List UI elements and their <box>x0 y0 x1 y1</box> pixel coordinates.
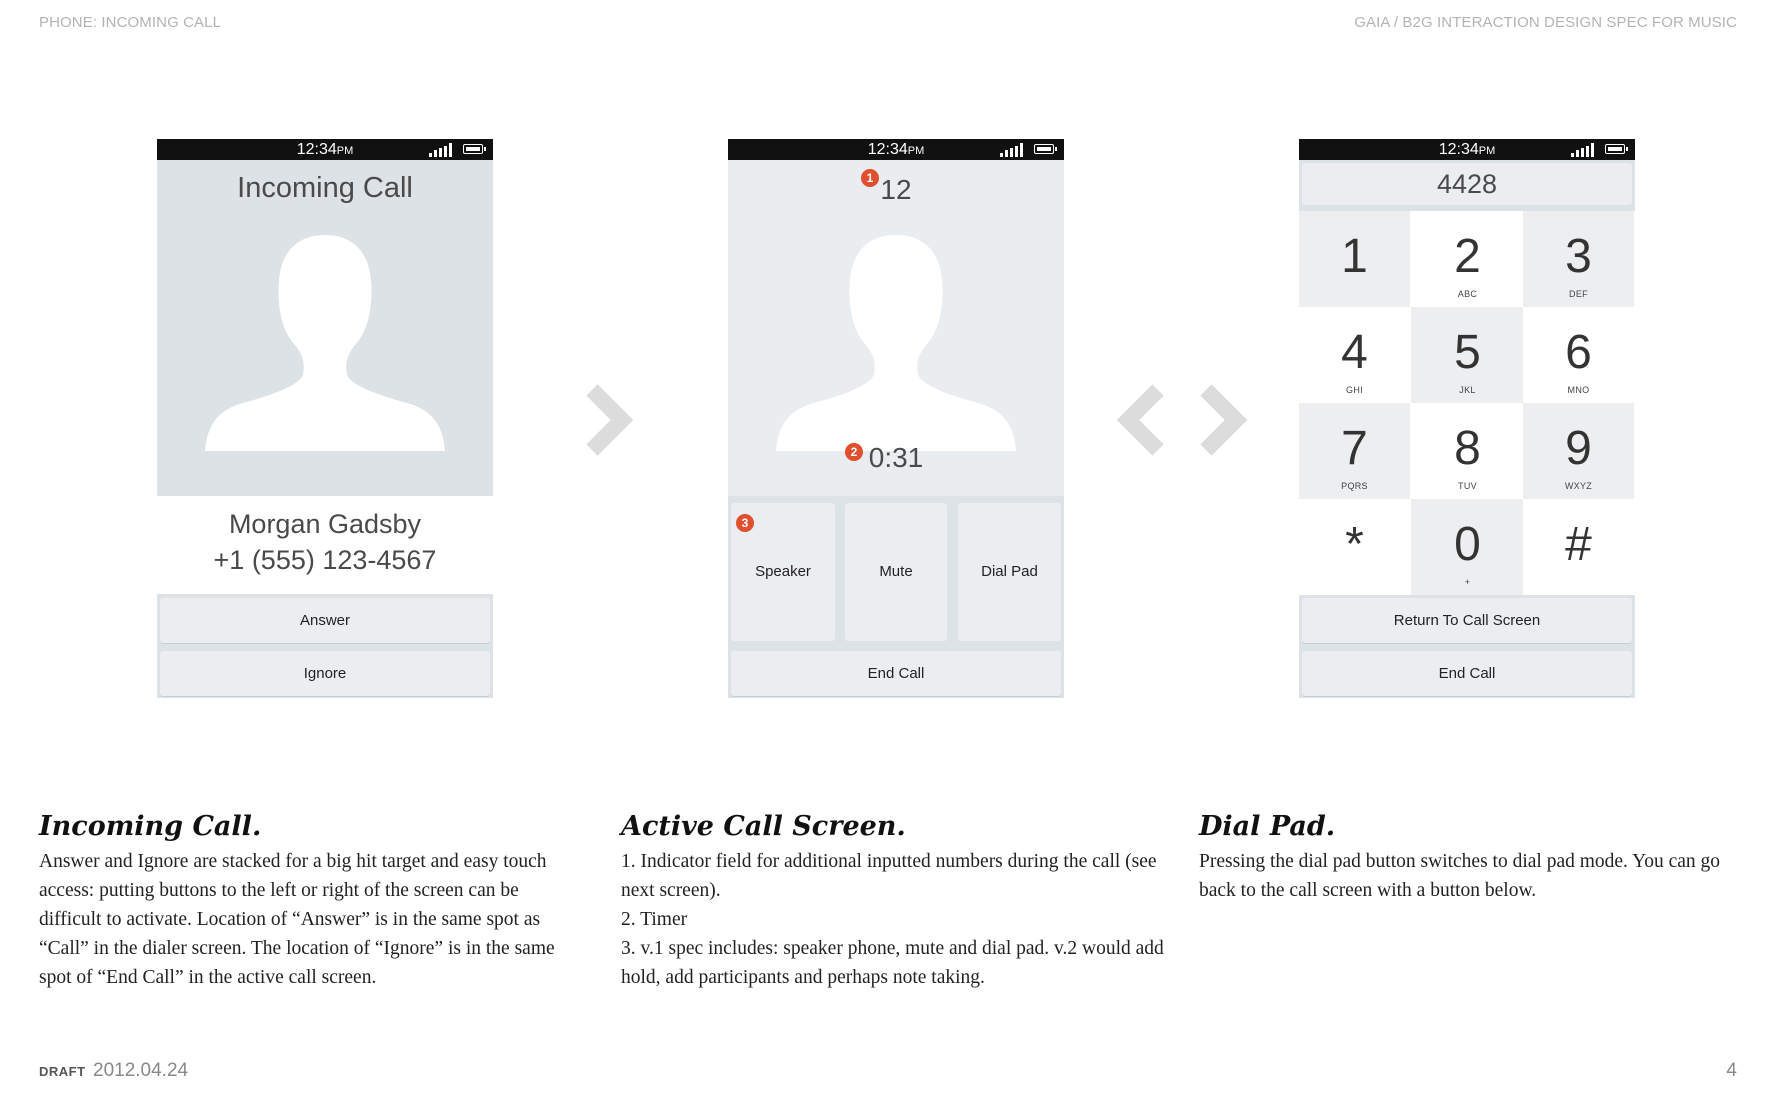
status-bar <box>157 139 493 160</box>
dial-key-digit: * <box>1345 518 1364 571</box>
mute-button[interactable]: Mute <box>845 503 947 641</box>
dial-key[interactable] <box>1523 499 1634 595</box>
dial-key-letters: TUV <box>1458 481 1477 491</box>
annotation-badge-3: 3 <box>736 514 754 532</box>
status-bar <box>1299 139 1635 160</box>
call-photo-area <box>728 160 1064 496</box>
signal-icon <box>1000 143 1026 157</box>
chevron-left-icon <box>1114 384 1166 456</box>
signal-icon <box>429 143 455 157</box>
battery-icon <box>463 144 483 154</box>
dial-pad-phone <box>1299 139 1635 698</box>
dial-key-digit: 1 <box>1341 230 1368 283</box>
dial-key[interactable] <box>1523 211 1634 307</box>
caption-paragraph: 3. v.1 spec includes: speaker phone, mute and dial pad. v.2 would add hold, add participants and perhaps note taking. <box>621 938 1164 988</box>
dial-key-digit: 6 <box>1565 326 1592 379</box>
dial-key[interactable] <box>1299 403 1410 499</box>
status-time-suffix: PM <box>1478 145 1496 157</box>
chevron-right-icon <box>584 384 636 456</box>
caller-photo-area <box>157 160 493 496</box>
dial-key-digit: 9 <box>1565 422 1592 475</box>
caption-paragraph: 2. Timer <box>621 909 688 930</box>
caption-paragraph: Answer and Ignore are stacked for a big hit target and easy touch access: putting buttons to the left or right of the screen can be difficult to activate. Location of “Answer” is in the same spot as “Call” in the dialer screen. The location of “Ignore” is in the same spot of “End Call” in the active call screen. <box>39 851 555 988</box>
incoming-call-phone <box>157 139 493 698</box>
status-time-suffix: PM <box>907 145 925 157</box>
dial-key-digit: 3 <box>1565 230 1592 283</box>
caller-number: +1 (555) 123-4567 <box>213 545 437 575</box>
dial-key-letters: PQRS <box>1341 481 1368 491</box>
dial-key-digit: 0 <box>1454 518 1481 571</box>
dial-key[interactable] <box>1523 403 1634 499</box>
status-time: 12:34 <box>1438 141 1479 158</box>
incoming-call-title: Incoming Call <box>237 172 413 204</box>
battery-icon <box>1605 144 1625 154</box>
dial-key-letters: + <box>1464 577 1471 587</box>
signal-icon <box>1571 143 1597 157</box>
dial-key-digit: 5 <box>1454 326 1481 379</box>
speaker-button[interactable]: Speaker <box>731 503 835 641</box>
dial-pad-button[interactable]: Dial Pad <box>958 503 1061 641</box>
dial-key-letters: DEF <box>1569 289 1588 299</box>
caption-body-dialpad <box>1199 847 1759 905</box>
caption-paragraph: Pressing the dial pad button switches to dial pad mode. You can go back to the call screen with a button below. <box>1199 851 1721 901</box>
active-call-phone <box>728 139 1064 698</box>
annotation-badge-2: 2 <box>845 443 863 461</box>
caption-title-active: Active Call Screen. <box>621 811 906 842</box>
answer-button[interactable]: Answer <box>160 598 490 643</box>
dial-key[interactable] <box>1411 403 1524 499</box>
dial-key-digit: 2 <box>1454 230 1481 283</box>
keypad <box>1299 211 1635 595</box>
footer-draft-date <box>39 1060 188 1082</box>
document-title: GAIA / B2G INTERACTION DESIGN SPEC FOR MUSIC <box>1354 14 1737 31</box>
annotation-badge-1: 1 <box>861 169 879 187</box>
dial-key[interactable] <box>1411 499 1524 595</box>
dial-key[interactable] <box>1411 307 1524 403</box>
ignore-button[interactable]: Ignore <box>160 651 490 696</box>
status-time: 12:34 <box>867 141 908 158</box>
end-call-button[interactable]: End Call <box>731 651 1061 696</box>
contact-avatar-icon <box>203 235 447 451</box>
caption-body-active <box>621 847 1176 992</box>
dialed-number-display: 4428 <box>1302 163 1632 205</box>
return-to-call-button[interactable]: Return To Call Screen <box>1302 598 1632 643</box>
end-call-button[interactable]: End Call <box>1302 651 1632 696</box>
dial-key[interactable] <box>1411 211 1524 307</box>
dial-key-digit: # <box>1565 518 1592 571</box>
status-time-suffix: PM <box>336 145 354 157</box>
dial-key-letters: WXYZ <box>1564 481 1593 491</box>
status-bar <box>728 139 1064 160</box>
dial-key-letters: JKL <box>1459 385 1476 395</box>
dial-key[interactable] <box>1299 499 1410 595</box>
dial-key-letters: GHI <box>1346 385 1363 395</box>
caption-title-incoming: Incoming Call. <box>39 811 262 842</box>
dial-key[interactable] <box>1299 211 1410 307</box>
dialed-digits-indicator: 12 <box>880 174 912 205</box>
dial-key-digit: 7 <box>1341 422 1368 475</box>
dial-key[interactable] <box>1523 307 1634 403</box>
caller-info <box>157 496 493 594</box>
draft-label: DRAFT <box>39 1064 86 1079</box>
draft-date: 2012.04.24 <box>93 1060 189 1081</box>
chevron-right-icon <box>1198 384 1250 456</box>
contact-avatar-icon <box>774 235 1018 451</box>
dial-key[interactable] <box>1299 307 1410 403</box>
call-timer: 0:31 <box>868 442 924 473</box>
dial-key-letters: ABC <box>1457 289 1478 299</box>
dial-key-digit: 4 <box>1341 326 1368 379</box>
caption-title-dialpad: Dial Pad. <box>1199 811 1336 842</box>
page-section-label: PHONE: INCOMING CALL <box>39 14 222 31</box>
caption-paragraph: 1. Indicator field for additional inputted numbers during the call (see next screen). <box>621 851 1157 901</box>
caller-name: Morgan Gadsby <box>228 509 422 539</box>
battery-icon <box>1034 144 1054 154</box>
page-number: 4 <box>1726 1060 1737 1081</box>
dial-key-digit: 8 <box>1454 422 1481 475</box>
caption-body-incoming <box>39 847 584 992</box>
dial-key-letters: MNO <box>1567 385 1590 395</box>
status-time: 12:34 <box>296 141 337 158</box>
